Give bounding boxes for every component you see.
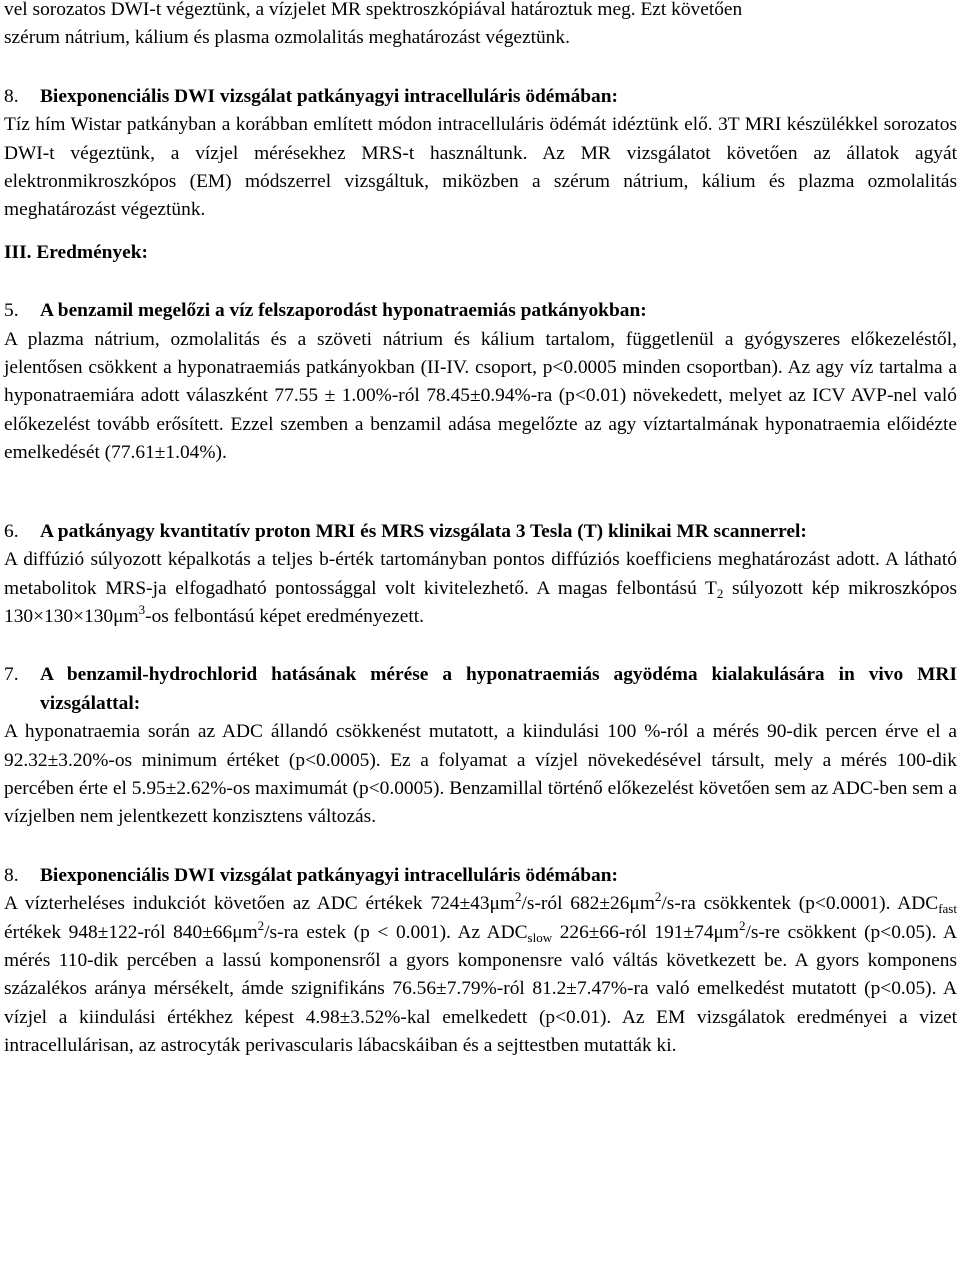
section-8b-text-2: /s-ról 682±26μm xyxy=(521,893,655,915)
subscript: fast xyxy=(938,901,957,917)
section-number: 6. xyxy=(4,520,19,542)
section-title: A benzamil megelőzi a víz felszaporodást hyponatraemiás patkányokban: xyxy=(40,300,647,322)
section-8b-body xyxy=(4,890,957,1060)
intro-line-1: vel sorozatos DWI-t végeztünk, a vízjelet MR spektroszkópiával határoztuk meg. Ezt követően xyxy=(4,0,743,20)
superscript: 2 xyxy=(739,917,746,933)
superscript: 2 xyxy=(515,889,522,905)
section-8b-heading xyxy=(4,862,957,890)
section-7-heading xyxy=(4,661,957,718)
section-8b-text-3: /s-ra csökkentek (p<0.0001). ADC xyxy=(661,893,939,915)
section-title: Biexponenciális DWI vizsgálat patkányagyi intracelluláris ödémában: xyxy=(40,85,618,107)
section-8b-text-4: értékek 948±122-ról 840±66μm xyxy=(4,921,258,943)
section-8b-text-6: 226±66-ról 191±74μm xyxy=(552,921,740,943)
section-number: 8. xyxy=(4,85,19,107)
section-title: A patkányagy kvantitatív proton MRI és MRS vizsgálata 3 Tesla (T) klinikai MR scannerrel: xyxy=(40,520,807,542)
section-8b-text-7: /s-re csökkent (p<0.05). A mérés 110-dik percében a lassú komponensről a gyors komponensre való váltás következett be. A gyors komponens százalékos aránya mérsékelt, ámde szignifikáns 76.56±7.79%-ról 81.2±7.47%-ra való emelkedést mutatott (p<0.05). A vízjel a kiindulási értékhez képest 4.98±3.52%-kal emelkedett (p<0.01). Az EM vizsgálatok eredményei a vizet intracellulárisan, az astrocyták perivascularis lábacskáiban és a sejttestben mutatták ki. xyxy=(4,921,957,1057)
intro-line-2: szérum nátrium, kálium és plasma ozmolalitás meghatározást végeztünk. xyxy=(4,27,570,49)
results-heading: III. Eredmények: xyxy=(4,241,148,263)
section-6-text-3: -os felbontású képet eredményezett. xyxy=(145,605,425,627)
section-6-body xyxy=(4,546,957,631)
section-8b-text-1: A vízterheléses indukciót követően az ADC értékek 724±43μm xyxy=(4,893,516,915)
section-6-text-1: A diffúzió súlyozott képalkotás a teljes b-érték tartományban pontos diffúziós koefficiens meghatározást adott. A látható metabolitok MRS-ja elfogadható pontossággal volt kivitelezhető. A magas felbontású T xyxy=(4,549,957,599)
section-title: Biexponenciális DWI vizsgálat patkányagyi intracelluláris ödémában: xyxy=(40,864,618,886)
subscript: 2 xyxy=(716,585,724,601)
section-number: 8. xyxy=(4,864,19,886)
superscript: 2 xyxy=(654,889,662,905)
document-page xyxy=(4,0,957,1061)
section-title: A benzamil-hydrochlorid hatásának mérése a hyponatraemiás agyödéma kialakulására in vivo MRI vizsgálattal: xyxy=(40,664,957,714)
section-5-body: A plazma nátrium, ozmolalitás és a szöveti nátrium és kálium tartalom, függetlenül a gyógyszeres előkezeléstől, jelentősen csökkent a hyponatraemiás patkányokban (II-IV. csoport, p<0.0005 minden csoportban). Az agy víz tartalma a hyponatraemiára adott válaszként 77.55 ± 1.00%-ról 78.45±0.94%-ra (p<0.01) növekedett, melyet az ICV AVP-nel való előkezelést tovább erősített. Ezzel szemben a benzamil adása megelőzte az agy víztartalmának hyponatraemia előidézte emelkedését (77.61±1.04%). xyxy=(4,328,957,464)
section-6-text-2: súlyozott kép mikroszkópos 130×130×130μm xyxy=(4,577,957,627)
section-8a-heading xyxy=(4,83,957,111)
section-5-heading xyxy=(4,297,957,325)
section-number: 7. xyxy=(4,664,19,686)
section-number: 5. xyxy=(4,300,19,322)
section-8b-text-5: /s-ra estek (p < 0.001). Az ADC xyxy=(264,921,528,943)
superscript: 2 xyxy=(257,917,265,933)
superscript: 3 xyxy=(138,601,146,617)
section-6-heading xyxy=(4,518,957,546)
section-7-body: A hyponatraemia során az ADC állandó csökkenést mutatott, a kiindulási 100 %-ról a mérés 90-dik percen érve el a 92.32±3.20%-os minimum értéket (p<0.0005). Ez a folyamat a vízjel növekedésével társult, mely a mérés 100-dik percében érte el 5.95±2.62%-os maximumát (p<0.0005). Benzamillal történő előkezelést követően sem az ADC-ben sem a vízjelben nem jelentkezett konzisztens változás. xyxy=(4,721,957,828)
intro-paragraph xyxy=(4,0,957,53)
subscript: slow xyxy=(527,929,553,945)
section-8a-body: Tíz hím Wistar patkányban a korábban említett módon intracelluláris ödémát idéztünk elő. 3T MRI készülékkel sorozatos DWI-t végeztünk, a vízjel mérésekhez MRS-t használtunk. Az MR vizsgálatot követően az állatok agyát elektronmikroszkópos (EM) módszerrel vizsgáltuk, miközben a szérum nátrium, kálium és plazma ozmolalitás meghatározást végeztünk. xyxy=(4,114,957,221)
